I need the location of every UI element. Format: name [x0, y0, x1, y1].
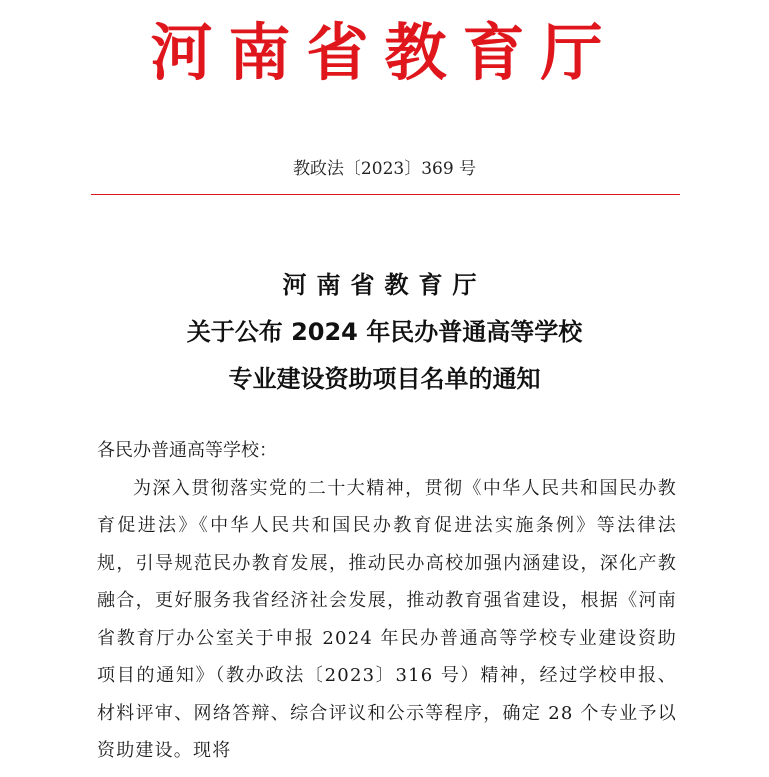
title-line-subject: 关于公布 2024 年民办普通高等学校	[186, 318, 583, 346]
title-line-notice: 专业建设资助项目名单的通知	[228, 365, 541, 393]
title-line-issuer: 河南省教育厅	[282, 271, 487, 299]
salutation: 各民办普通高等学校：	[97, 440, 277, 461]
red-divider-line	[91, 194, 680, 195]
body-paragraph: 为深入贯彻落实党的二十大精神，贯彻《中华人民共和国民办教育促进法》《中华人民共和国民办教育促进法实施条例》等法律法规，引导规范民办教育发展，推动民办高校加强内涵建设，深化产教融合，更好服务我省经济社会发展，推动教育强省建设，根据《河南省教育厅办公室关于申报 2024 年民办普通高等学校专业建设资助项目的通知》（教办政法〔2023〕316 号）精神，经过学校申报、材料评审、网络答辩、综合评议和公示等程序，确定 28 个专业予以资助建设。现将	[97, 477, 677, 761]
document-body	[97, 432, 677, 770]
document-title	[0, 262, 769, 403]
document-number: 教政法〔2023〕369 号	[292, 159, 477, 179]
issuer-header: 河南省教育厅	[150, 16, 619, 89]
